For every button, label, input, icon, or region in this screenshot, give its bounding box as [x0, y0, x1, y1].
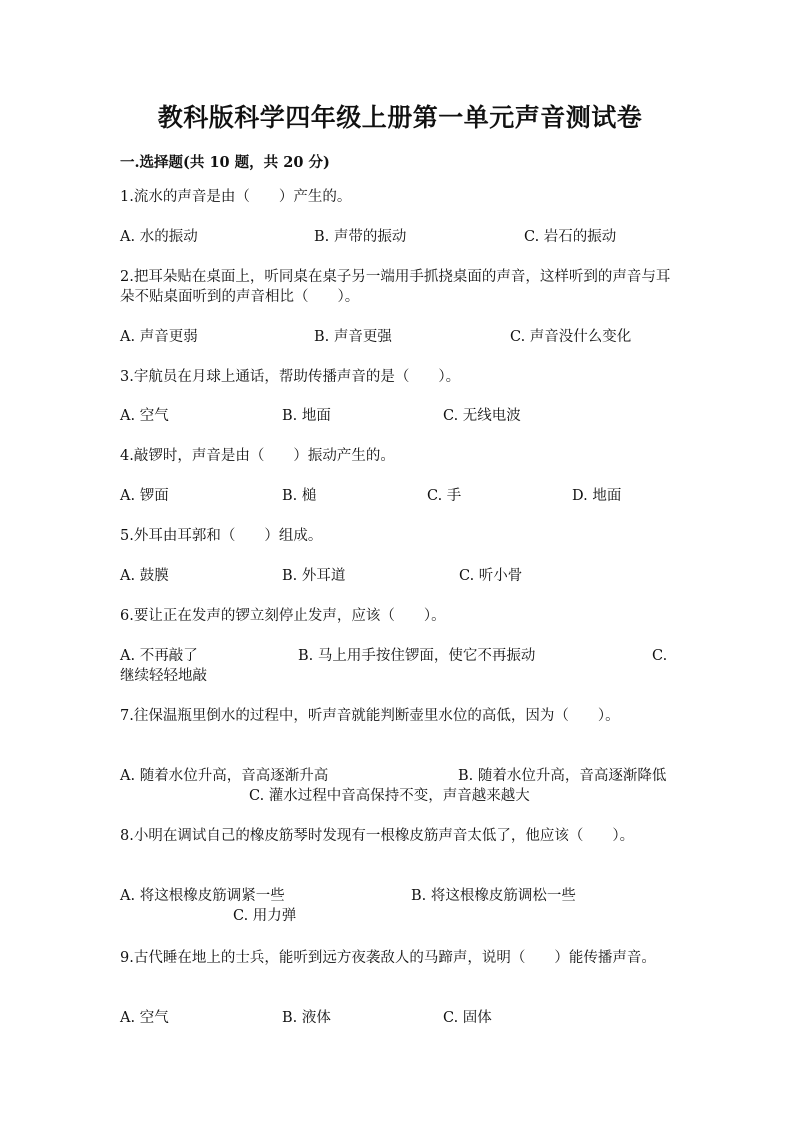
question-8: 8.小明在调试自己的橡皮筋琴时发现有一根橡皮筋声音太低了，他应该（ ）。 — [120, 828, 635, 844]
q3-option-b[interactable]: B. 地面 — [282, 408, 331, 424]
exam-title: 教科版科学四年级上册第一单元声音测试卷 — [157, 103, 643, 132]
q9-option-a[interactable]: A. 空气 — [120, 1010, 169, 1026]
question-5: 5.外耳由耳郭和（ ）组成。 — [120, 528, 323, 544]
q6-option-c[interactable]: C. 继续轻轻地敲 — [120, 648, 668, 684]
question-6: 6.要让正在发声的锣立刻停止发声，应该（ ）。 — [120, 608, 446, 624]
q6-option-b[interactable]: B. 马上用手按住锣面，使它不再振动 — [298, 648, 536, 664]
q1-option-a[interactable]: A. 水的振动 — [120, 229, 198, 245]
q8-option-a[interactable]: A. 将这根橡皮筋调紧一些 — [120, 888, 285, 904]
q1-option-c[interactable]: C. 岩石的振动 — [524, 229, 617, 245]
q7-option-b[interactable]: B. 随着水位升高，音高逐渐降低 — [458, 768, 667, 784]
question-4: 4.敲锣时，声音是由（ ）振动产生的。 — [120, 448, 395, 464]
question-9: 9.古代睡在地上的士兵，能听到远方夜袭敌人的马蹄声，说明（ ）能传播声音。 — [120, 950, 656, 966]
q2-option-a[interactable]: A. 声音更弱 — [120, 329, 198, 345]
q3-option-c[interactable]: C. 无线电波 — [443, 408, 521, 424]
question-7: 7.往保温瓶里倒水的过程中，听声音就能判断壶里水位的高低，因为（ ）。 — [120, 708, 620, 724]
q8-option-c[interactable]: C. 用力弹 — [233, 908, 297, 924]
section-heading: 一.选择题(共 10 题，共 20 分) — [120, 154, 330, 171]
q4-option-b[interactable]: B. 槌 — [282, 488, 317, 504]
question-2: 2.把耳朵贴在桌面上，听同桌在桌子另一端用手抓挠桌面的声音，这样听到的声音与耳朵不贴桌面听到的声音相比（ ）。 — [120, 269, 671, 305]
q7-option-a[interactable]: A. 随着水位升高，音高逐渐升高 — [120, 768, 329, 784]
question-3: 3.宇航员在月球上通话，帮助传播声音的是（ ）。 — [120, 369, 461, 385]
q9-option-c[interactable]: C. 固体 — [443, 1010, 492, 1026]
q5-option-a[interactable]: A. 鼓膜 — [120, 568, 169, 584]
q4-option-c[interactable]: C. 手 — [427, 488, 462, 504]
q5-option-c[interactable]: C. 听小骨 — [459, 568, 523, 584]
question-1: 1.流水的声音是由（ ）产生的。 — [120, 189, 352, 205]
q1-option-b[interactable]: B. 声带的振动 — [314, 229, 407, 245]
q2-option-c[interactable]: C. 声音没什么变化 — [510, 329, 632, 345]
q6-option-a[interactable]: A. 不再敲了 — [120, 648, 198, 664]
q4-option-d[interactable]: D. 地面 — [572, 488, 622, 504]
q7-option-c[interactable]: C. 灌水过程中音高保持不变，声音越来越大 — [249, 788, 530, 804]
q8-option-b[interactable]: B. 将这根橡皮筋调松一些 — [411, 888, 576, 904]
q2-option-b[interactable]: B. 声音更强 — [314, 329, 392, 345]
q5-option-b[interactable]: B. 外耳道 — [282, 568, 346, 584]
q4-option-a[interactable]: A. 锣面 — [120, 488, 169, 504]
q9-option-b[interactable]: B. 液体 — [282, 1010, 331, 1026]
q3-option-a[interactable]: A. 空气 — [120, 408, 169, 424]
